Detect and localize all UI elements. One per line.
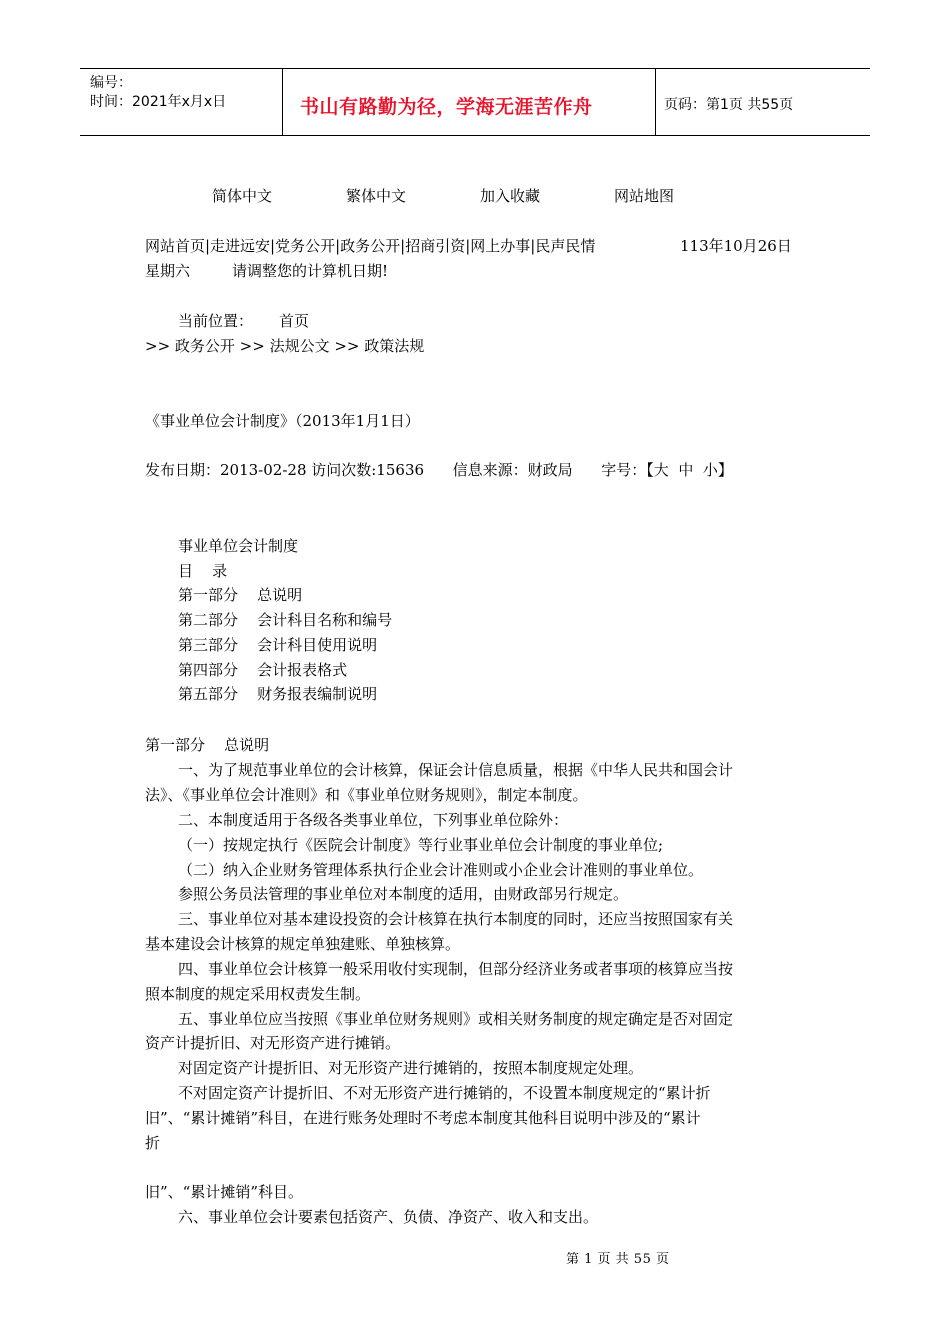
breadcrumb-label: 当前位置： (178, 312, 254, 330)
breadcrumb-home[interactable]: 首页 (279, 312, 310, 330)
body-line: 三、事业单位对基本建设投资的会计核算在执行本制度的同时，还应当按照国家有关 (178, 910, 734, 928)
breadcrumb-path[interactable]: >> 政务公开 >> 法规公文 >> 政策法规 (145, 337, 425, 355)
font-size-small-button[interactable]: 小 (702, 461, 718, 479)
body-line: 折 (145, 1134, 161, 1152)
body-line: 一、为了规范事业单位的会计核算，保证会计信息质量，根据《中华人民共和国会计 (178, 761, 734, 779)
body-line: 不对固定资产计提折旧、不对无形资产进行摊销的，不设置本制度规定的“累计折 (178, 1084, 711, 1102)
toc-item: 第一部分 总说明 (178, 586, 303, 604)
page-footer: 第 1 页 共 55 页 (566, 1252, 670, 1267)
body-line: 资产计提折旧、对无形资产进行摊销。 (145, 1034, 401, 1052)
article-meta (145, 460, 733, 480)
body-line: 对固定资产计提折旧、对无形资产进行摊销的，按照本制度规定处理。 (178, 1059, 644, 1077)
body-line: 参照公务员法管理的事业单位对本制度的适用，由财政部另行规定。 (178, 885, 629, 903)
body-line: 二、本制度适用于各级各类事业单位，下列事业单位除外： (178, 811, 569, 829)
header-top-rule (80, 68, 870, 69)
toc-item: 第三部分 会计科目使用说明 (178, 636, 378, 654)
body-line: 基本建设会计核算的规定单独建账、单独核算。 (145, 935, 461, 953)
document-number-label: 编号： (90, 75, 132, 91)
link-site-map[interactable]: 网站地图 (614, 187, 675, 205)
body-line: 旧”、“累计摊销”科目。 (145, 1183, 304, 1201)
header-bottom-rule (80, 135, 870, 136)
current-weekday: 星期六 (145, 262, 191, 280)
toc-title: 事业单位会计制度 (178, 537, 299, 555)
site-menu[interactable]: 网站首页|走进远安|党务公开|政务公开|招商引资|网上办事|民声民情 (145, 237, 596, 255)
body-line: 照本制度的规定采用权责发生制。 (145, 985, 371, 1003)
link-traditional-chinese[interactable]: 繁体中文 (346, 187, 407, 205)
body-line: （二）纳入企业财务管理体系执行企业会计准则或小企业会计准则的事业单位。 (178, 861, 704, 879)
body-line: 四、事业单位会计核算一般采用收付实现制，但部分经济业务或者事项的核算应当按 (178, 960, 734, 978)
section-title: 第一部分 总说明 (145, 736, 270, 754)
current-date: 113年10月26日 (680, 237, 792, 255)
article-title: 《事业单位会计制度》（2013年1月1日） (145, 412, 420, 430)
body-line: 法》、《事业单位会计准则》和《事业单位财务规则》，制定本制度。 (145, 786, 588, 804)
link-add-favorite[interactable]: 加入收藏 (480, 187, 541, 205)
font-size-large-button[interactable]: 大 (653, 461, 669, 479)
date-notice: 请调整您的计算机日期! (232, 262, 389, 280)
font-size-medium-button[interactable]: 中 (678, 461, 694, 479)
toc-heading: 目 录 (178, 562, 228, 580)
header-divider-right (655, 68, 656, 136)
font-size-bracket-open: 【 (646, 461, 654, 479)
body-line: （一）按规定执行《医院会计制度》等行业事业单位会计制度的事业单位; (178, 836, 664, 854)
header-divider-left (282, 68, 283, 136)
link-simplified-chinese[interactable]: 简体中文 (212, 187, 273, 205)
body-line: 六、事业单位会计要素包括资产、负债、净资产、收入和支出。 (178, 1208, 599, 1226)
toc-item: 第四部分 会计报表格式 (178, 661, 348, 679)
font-size-bracket-close: 】 (717, 461, 733, 479)
body-line: 五、事业单位应当按照《事业单位财务规则》或相关财务制度的规定确定是否对固定 (178, 1010, 734, 1028)
header-motto: 书山有路勤为径，学海无涯苦作舟 (300, 96, 593, 118)
toc-item: 第五部分 财务报表编制说明 (178, 685, 378, 703)
page-counter-label: 页码：第1页 共55页 (664, 97, 794, 113)
document-date-label: 时间：2021年x月x日 (90, 94, 227, 110)
toc-item: 第二部分 会计科目名称和编号 (178, 611, 393, 629)
article-meta-text: 发布日期：2013-02-28 访问次数:15636 信息来源：财政局 字号： (145, 461, 647, 479)
body-line: 旧”、“累计摊销”科目，在进行账务处理时不考虑本制度其他科目说明中涉及的“累计 (145, 1109, 701, 1127)
